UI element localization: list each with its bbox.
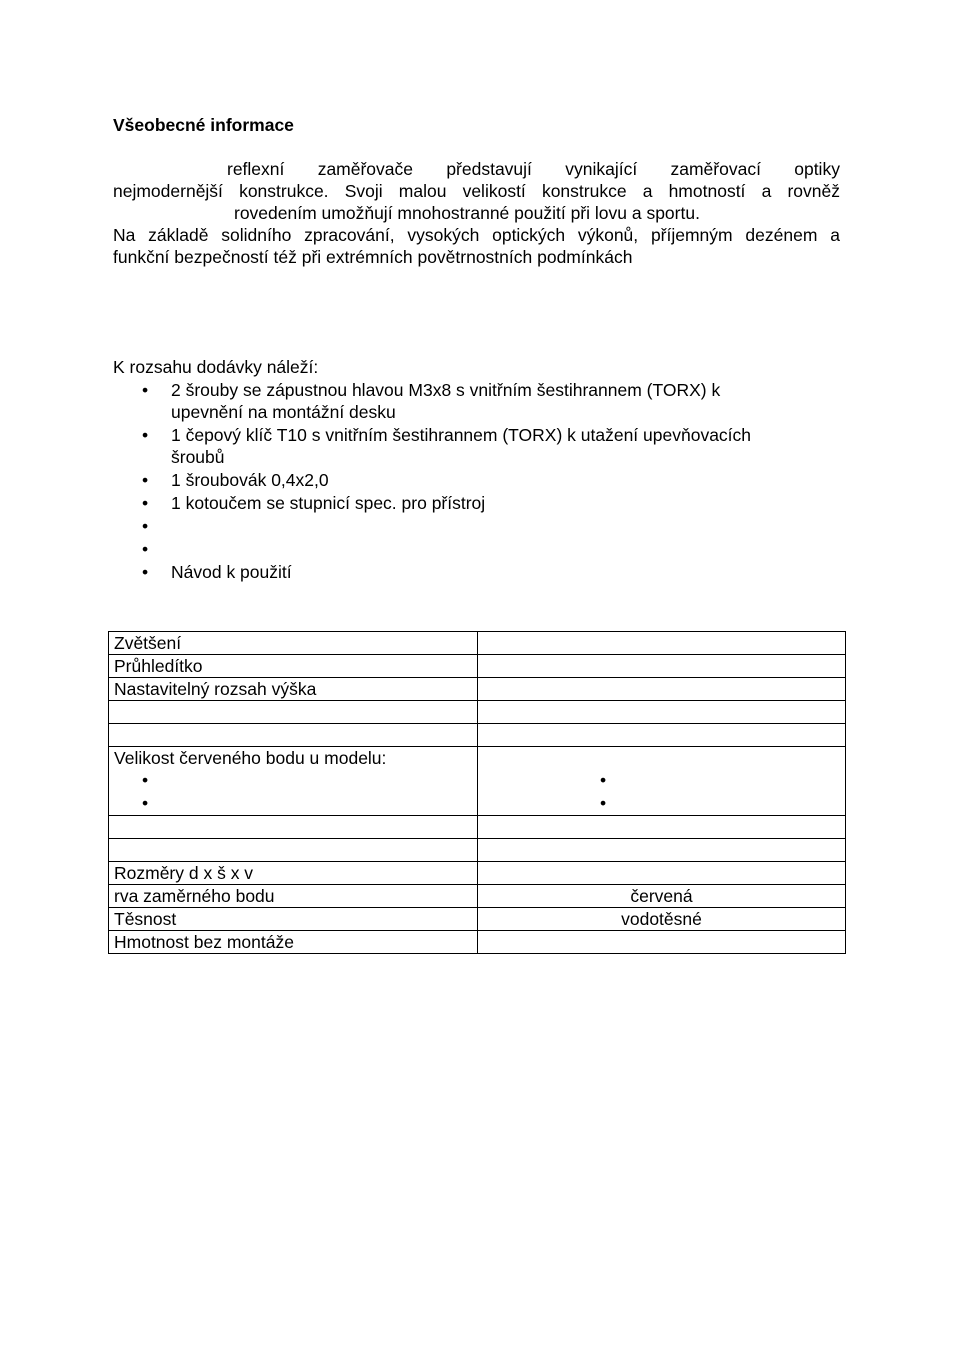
list-item [113, 469, 840, 491]
table-row [109, 655, 846, 678]
list-item-line: Návod k použití [171, 562, 292, 582]
spec-label: Nastavitelný rozsah výška [109, 678, 478, 701]
spec-value [478, 816, 846, 839]
table-row [109, 632, 846, 655]
table-row [109, 931, 846, 954]
spec-label: Rozměry d x š x v [109, 862, 478, 885]
word: Svoji [344, 181, 383, 201]
spec-table [108, 631, 846, 954]
table-row [109, 701, 846, 724]
spec-label [109, 724, 478, 747]
word: rovněž [787, 181, 840, 201]
paragraph-line-5: funkční bezpečností též při extrémních povětrnostních podmínkách [113, 247, 633, 267]
spec-label-red-dot [109, 747, 478, 816]
list-item-line: šroubů [171, 447, 225, 467]
paragraph-line-3: rovedením umožňují mnohostranné použití při lovu a sportu. [234, 203, 700, 223]
delivery-intro: K rozsahu dodávky náleží: [113, 357, 319, 377]
word: výkonů, [577, 225, 639, 245]
spec-value [478, 655, 846, 678]
list-item [113, 492, 840, 514]
word: a [761, 181, 772, 201]
section-heading: Všeobecné informace [113, 115, 294, 135]
spec-value [478, 862, 846, 885]
spec-label: rva zaměrného bodu [109, 885, 478, 908]
list-item [113, 379, 840, 423]
spec-value [478, 931, 846, 954]
bullet-icon: • [142, 770, 149, 790]
spec-label: Zvětšení [109, 632, 478, 655]
spec-value [478, 678, 846, 701]
bullet-icon: • [142, 470, 149, 490]
spec-label [109, 816, 478, 839]
spec-value [478, 724, 846, 747]
word: konstrukce [541, 181, 627, 201]
word: a [830, 225, 840, 245]
bullet-icon: • [142, 425, 149, 445]
word: optiky [794, 159, 840, 179]
table-row [109, 885, 846, 908]
spec-value [483, 747, 840, 769]
bullet-icon: • [142, 562, 149, 582]
list-item-line: upevnění na montážní desku [171, 402, 396, 422]
spec-value: vodotěsné [478, 908, 846, 931]
word: zaměřovací [670, 159, 761, 179]
bullet-icon: • [142, 493, 149, 513]
word: malou [398, 181, 447, 201]
spec-label: Hmotnost bez montáže [109, 931, 478, 954]
list-item-line: 1 čepový klíč T10 s vnitřním šestihrannem (TORX) k utažení upevňovacích [171, 425, 752, 445]
word: solidního [221, 225, 292, 245]
word: základě [148, 225, 209, 245]
table-row [109, 839, 846, 862]
word: optických [492, 225, 566, 245]
word: představují [446, 159, 532, 179]
bullet-icon: • [600, 770, 607, 790]
word: zpracování, [304, 225, 395, 245]
bullet-icon: • [142, 539, 149, 559]
word: konstrukce. [239, 181, 329, 201]
table-row [109, 816, 846, 839]
spec-label: Těsnost [109, 908, 478, 931]
list-item-line: 2 šrouby se zápustnou hlavou M3x8 s vnitřním šestihrannem (TORX) k [171, 380, 721, 400]
list-item [113, 424, 840, 468]
table-row [109, 908, 846, 931]
spec-label: Velikost červeného bodu u modelu: [114, 748, 387, 768]
spec-value [478, 839, 846, 862]
spec-label [109, 701, 478, 724]
spec-value [478, 632, 846, 655]
spec-value-red-dot [478, 747, 846, 816]
table-row [109, 862, 846, 885]
list-item-line: 1 šroubovák 0,4x2,0 [171, 470, 329, 490]
bullet-icon: • [142, 380, 149, 400]
list-item [113, 538, 840, 560]
list-item [113, 561, 840, 583]
bullet-icon: • [600, 793, 607, 813]
table-row-red-dot [109, 747, 846, 816]
word: zaměřovače [317, 159, 414, 179]
word: nejmodernější [113, 181, 223, 201]
list-item-line: 1 kotoučem se stupnicí spec. pro přístroj [171, 493, 486, 513]
spec-label: Průhledítko [109, 655, 478, 678]
word: Na [113, 225, 136, 245]
spec-value [478, 701, 846, 724]
intro-paragraph [113, 158, 840, 268]
list-item [113, 515, 840, 537]
word: dezénem [745, 225, 818, 245]
word: velikostí [462, 181, 526, 201]
paragraph-line-2 [113, 180, 840, 202]
bullet-icon: • [142, 516, 149, 536]
word: vynikající [565, 159, 638, 179]
word: reflexní [227, 159, 285, 179]
paragraph-line-1 [113, 158, 840, 180]
spec-label [109, 839, 478, 862]
delivery-list [113, 379, 840, 584]
table-row [109, 678, 846, 701]
word: vysokých [407, 225, 480, 245]
word: a [642, 181, 653, 201]
paragraph-line-4 [113, 224, 840, 246]
word: příjemným [650, 225, 733, 245]
bullet-icon: • [142, 793, 149, 813]
spec-value: červená [478, 885, 846, 908]
word: hmotností [668, 181, 746, 201]
table-row [109, 724, 846, 747]
